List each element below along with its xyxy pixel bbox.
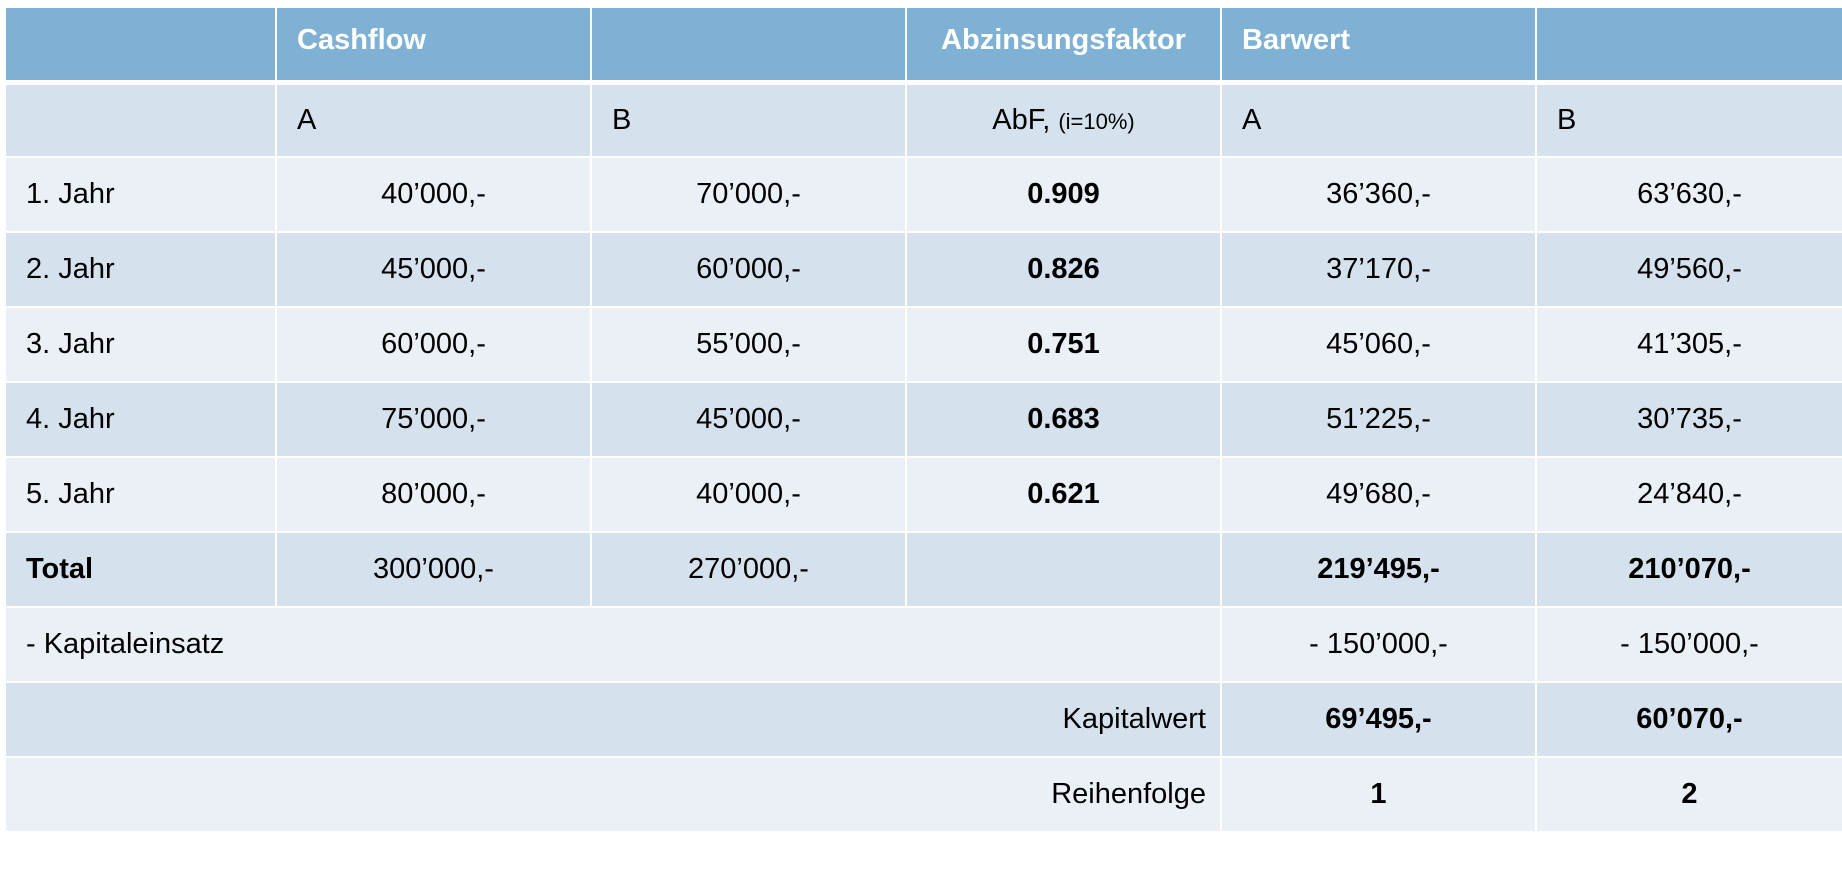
table-row [5, 457, 1842, 532]
barwert-b-value: 30’735,- [1536, 382, 1842, 457]
year-label: 1. Jahr [5, 157, 276, 232]
total-barwert-a: 219’495,- [1221, 532, 1536, 607]
subheader-cashflow-b: B [591, 82, 906, 157]
total-barwert-b: 210’070,- [1536, 532, 1842, 607]
year-label: 2. Jahr [5, 232, 276, 307]
year-label: 4. Jahr [5, 382, 276, 457]
cashflow-a-value: 80’000,- [276, 457, 591, 532]
abf-value: 0.621 [906, 457, 1221, 532]
cashflow-a-value: 60’000,- [276, 307, 591, 382]
subheader-barwert-a: A [1221, 82, 1536, 157]
barwert-b-value: 41’305,- [1536, 307, 1842, 382]
abf-value: 0.751 [906, 307, 1221, 382]
kapitaleinsatz-label: - Kapitaleinsatz [5, 607, 1221, 682]
total-row [5, 532, 1842, 607]
table-row [5, 157, 1842, 232]
header-row [5, 7, 1842, 82]
reihenfolge-a: 1 [1221, 757, 1536, 832]
cashflow-b-value: 40’000,- [591, 457, 906, 532]
barwert-b-value: 24’840,- [1536, 457, 1842, 532]
kapitalwert-row [5, 682, 1842, 757]
abf-value: 0.683 [906, 382, 1221, 457]
header-empty-cell [5, 7, 276, 82]
year-label: 3. Jahr [5, 307, 276, 382]
abf-value: 0.826 [906, 232, 1221, 307]
subheader-row [5, 82, 1842, 157]
header-cashflow: Cashflow [276, 7, 591, 82]
cashflow-b-value: 60’000,- [591, 232, 906, 307]
kapitaleinsatz-b: - 150’000,- [1536, 607, 1842, 682]
table-row [5, 382, 1842, 457]
cashflow-a-value: 75’000,- [276, 382, 591, 457]
total-empty-cell [906, 532, 1221, 607]
subheader-abf [906, 82, 1221, 157]
cashflow-b-value: 55’000,- [591, 307, 906, 382]
kapitalwert-b: 60’070,- [1536, 682, 1842, 757]
barwert-a-value: 36’360,- [1221, 157, 1536, 232]
total-cashflow-b: 270’000,- [591, 532, 906, 607]
subheader-empty-cell [5, 82, 276, 157]
abf-rate: (i=10%) [1058, 108, 1135, 134]
header-empty-cell [1536, 7, 1842, 82]
reihenfolge-row [5, 757, 1842, 832]
header-abzinsungsfaktor: Abzinsungsfaktor [906, 7, 1221, 82]
barwert-a-value: 45’060,- [1221, 307, 1536, 382]
kapitaleinsatz-a: - 150’000,- [1221, 607, 1536, 682]
abf-value: 0.909 [906, 157, 1221, 232]
subheader-cashflow-a: A [276, 82, 591, 157]
npv-table [4, 6, 1842, 833]
cashflow-a-value: 45’000,- [276, 232, 591, 307]
table-row [5, 232, 1842, 307]
total-label: Total [5, 532, 276, 607]
kapitalwert-a: 69’495,- [1221, 682, 1536, 757]
kapitaleinsatz-row [5, 607, 1842, 682]
cashflow-a-value: 40’000,- [276, 157, 591, 232]
cashflow-b-value: 70’000,- [591, 157, 906, 232]
reihenfolge-b: 2 [1536, 757, 1842, 832]
barwert-a-value: 51’225,- [1221, 382, 1536, 457]
header-barwert: Barwert [1221, 7, 1536, 82]
header-empty-cell [591, 7, 906, 82]
reihenfolge-label: Reihenfolge [5, 757, 1221, 832]
barwert-a-value: 37’170,- [1221, 232, 1536, 307]
barwert-a-value: 49’680,- [1221, 457, 1536, 532]
year-label: 5. Jahr [5, 457, 276, 532]
subheader-barwert-b: B [1536, 82, 1842, 157]
table-row [5, 307, 1842, 382]
kapitalwert-label: Kapitalwert [5, 682, 1221, 757]
total-cashflow-a: 300’000,- [276, 532, 591, 607]
cashflow-b-value: 45’000,- [591, 382, 906, 457]
abf-label: AbF, [992, 103, 1059, 136]
barwert-b-value: 49’560,- [1536, 232, 1842, 307]
barwert-b-value: 63’630,- [1536, 157, 1842, 232]
